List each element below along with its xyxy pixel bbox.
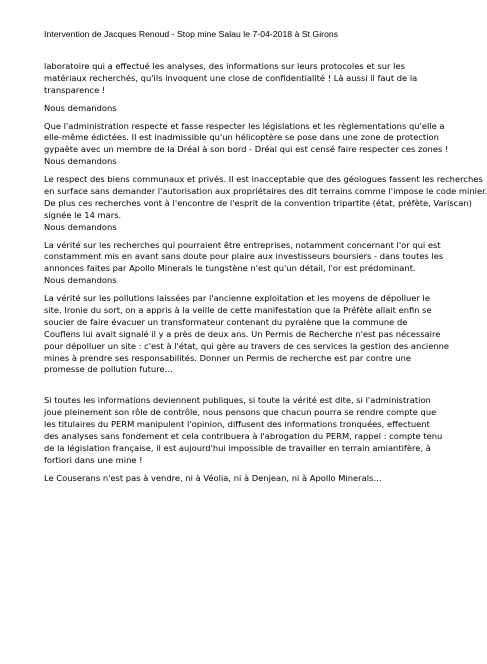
paragraph-1 (44, 61, 428, 97)
text-line: de la législation française, il est aujourd'hui impossible de travailler en terrain amiantifère, à (44, 442, 431, 453)
text-line: des analyses sans fondement et cela contribuera à l'abrogation du PERM, rappel : compte tenu (44, 431, 443, 442)
text-line: Le respect des biens communaux et privés. Il est inacceptable que des géologues fassent les recherches (44, 174, 483, 185)
text-line: soucier de faire évacuer un transformateur contenant du pyralène que la commune de (44, 316, 408, 327)
text-line: elle-même édictées. Il est inadmissible qu'un hélicoptère se pose dans une zone de protection (44, 132, 439, 143)
closing-statement: Le Couserans n'est pas à vendre, ni à Véolia, ni à Denjean, ni à Apollo Minerals… (44, 472, 382, 483)
text-line: gypaète avec un membre de la Dréal à son bord - Dréal qui est censé faire respecter ces zones ! (44, 144, 449, 155)
text-line: signée le 14 mars. (44, 209, 122, 220)
text-line: en surface sans demander l'autorisation aux propriétaires des dit terrains comme l'impose le code minier. (44, 186, 487, 197)
text-line: joue pleinement son rôle de contrôle, nous pensons que chacun pourra se rendre compte que (44, 407, 437, 418)
text-line: Que l'administration respecte et fasse respecter les législations et les règlementations qu'elle a (44, 120, 445, 131)
paragraph-5 (44, 293, 450, 376)
text-line: De plus ces recherches vont à l'encontre de l'esprit de la convention tripartite (état, préfète, Variscan) (44, 197, 472, 208)
text-line: transparence ! (44, 84, 106, 95)
demand-heading: Nous demandons (44, 102, 117, 113)
text-line: matériaux recherchés, qu'ils invoquent une close de confidentialité ! Là aussi il faut de la (44, 72, 418, 83)
text-line: La vérité sur les pollutions laissées par l'ancienne exploitation et les moyens de dépolluer le (44, 293, 430, 304)
document-body (44, 61, 487, 485)
document-header: Intervention de Jacques Renoud - Stop mine Salau le 7-04-2018 à St Girons (44, 29, 339, 39)
text-line: constamment mis en avant sans doute pour plaire aux investisseurs boursiers - dans toutes les (44, 251, 444, 262)
demand-heading: Nous demandons (44, 275, 117, 286)
text-line: pour dépolluer un site : c'est à l'état, qui gère au travers de ces services la gestion des ancienne (44, 340, 450, 351)
text-line: fortiori dans une mine ! (44, 454, 143, 465)
paragraph-2 (44, 120, 449, 157)
text-line: annonces faites par Apollo Minerals le tungstène n'est qu'un détail, l'or est prédominant. (44, 263, 416, 274)
paragraph-4 (44, 239, 444, 276)
text-line: Si toutes les informations deviennent publiques, si toute la vérité est dite, si l'administration (44, 395, 431, 406)
demand-heading: Nous demandons (44, 221, 117, 232)
text-line: laboratoire qui a effectué les analyses, des informations sur leurs protocoles et sur les (44, 61, 405, 71)
text-line: La vérité sur les recherches qui pourraient être entreprises, notamment concernant l'or qui est (44, 239, 441, 250)
demand-heading: Nous demandons (44, 156, 117, 167)
paragraph-6 (44, 395, 443, 466)
text-line: Couflens lui avait signalé il y a près de deux ans. Un Permis de Recherche n'est pas nécessaire (44, 328, 441, 339)
text-line: les titulaires du PERM manipulent l'opinion, diffusent des informations tronquées, effectuent (44, 419, 430, 430)
text-line: mines à prendre ses responsabilités. Donner un Permis de recherche est par contre une (44, 352, 412, 363)
text-line: site. Ironie du sort, on a appris à la veille de cette manifestation que la Préfète allait enfin se (44, 305, 432, 316)
paragraph-3 (44, 174, 487, 222)
text-line: promesse de pollution future… (44, 364, 173, 375)
